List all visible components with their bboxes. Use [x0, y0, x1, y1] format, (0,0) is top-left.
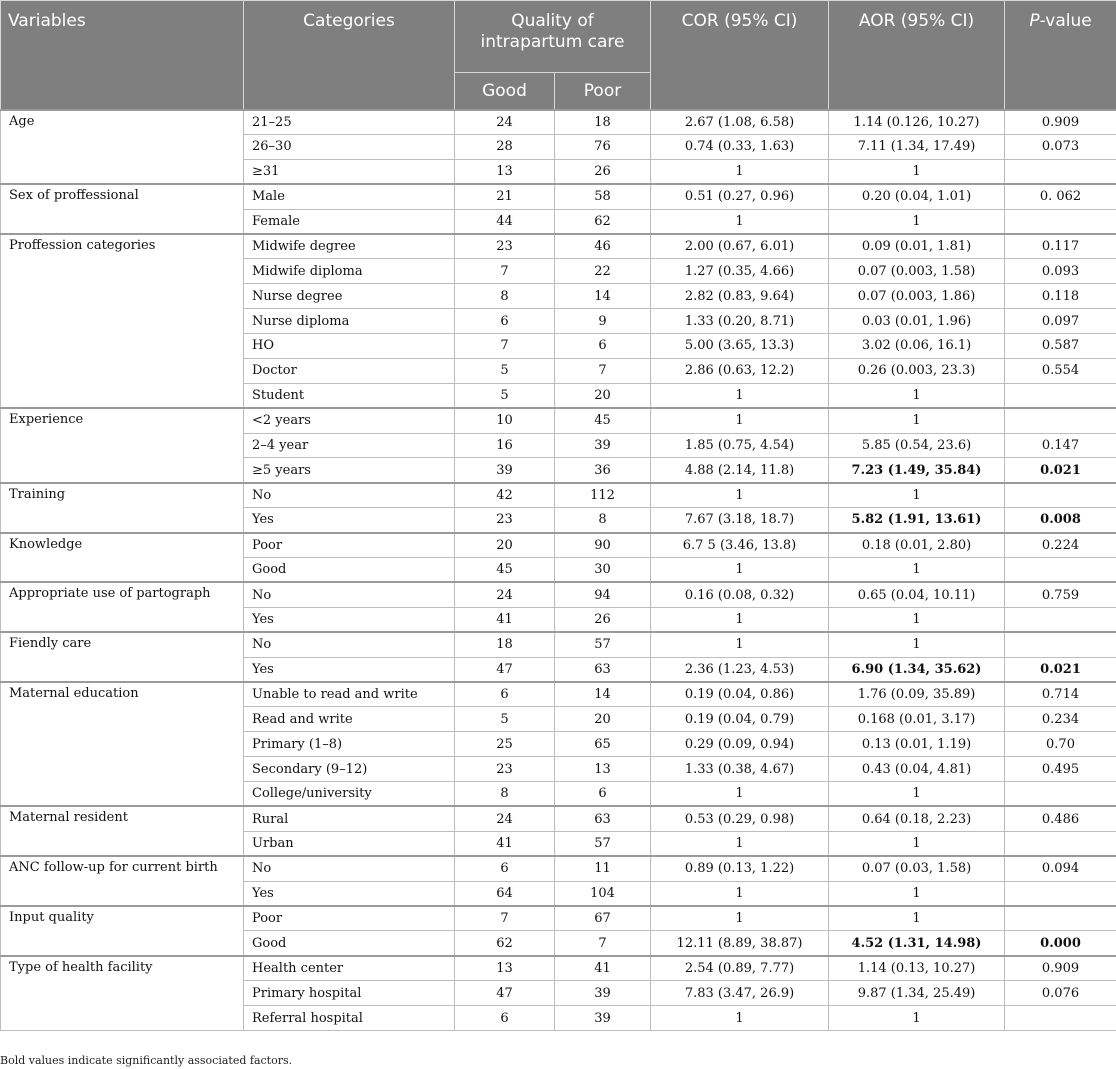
- aor-cell: 1: [829, 906, 1005, 931]
- good-count-cell: 23: [455, 757, 555, 782]
- variable-cell: Input quality: [1, 906, 244, 956]
- good-count-cell: 7: [455, 259, 555, 284]
- aor-cell: 1: [829, 483, 1005, 508]
- cor-cell: 1.33 (0.38, 4.67): [651, 757, 829, 782]
- cor-cell: 1.27 (0.35, 4.66): [651, 259, 829, 284]
- poor-count-cell: 26: [555, 607, 651, 632]
- category-cell: HO: [244, 334, 455, 359]
- p-value-cell: 0.714: [1005, 682, 1116, 707]
- cor-cell: 2.36 (1.23, 4.53): [651, 657, 829, 682]
- variable-cell: Maternal education: [1, 682, 244, 806]
- aor-cell: 1.76 (0.09, 35.89): [829, 682, 1005, 707]
- p-value-cell: 0.008: [1005, 508, 1116, 533]
- p-value-cell: 0.495: [1005, 757, 1116, 782]
- poor-count-cell: 14: [555, 682, 651, 707]
- poor-count-cell: 6: [555, 782, 651, 807]
- category-cell: Primary (1–8): [244, 732, 455, 757]
- cor-cell: 1: [651, 906, 829, 931]
- variable-cell: ANC follow-up for current birth: [1, 856, 244, 906]
- table-row: [1, 234, 1116, 259]
- p-value-cell: [1005, 607, 1116, 632]
- category-cell: Yes: [244, 881, 455, 906]
- category-cell: Good: [244, 558, 455, 583]
- good-count-cell: 18: [455, 632, 555, 657]
- aor-cell: 0.20 (0.04, 1.01): [829, 184, 1005, 209]
- variable-cell: Sex of proffessional: [1, 184, 244, 234]
- p-value-cell: 0.076: [1005, 981, 1116, 1006]
- good-count-cell: 13: [455, 159, 555, 184]
- category-cell: Health center: [244, 956, 455, 981]
- aor-cell: 1: [829, 881, 1005, 906]
- poor-count-cell: 104: [555, 881, 651, 906]
- aor-cell: 0.07 (0.003, 1.58): [829, 259, 1005, 284]
- p-value-cell: 0.554: [1005, 358, 1116, 383]
- category-cell: Primary hospital: [244, 981, 455, 1006]
- cor-cell: 1: [651, 483, 829, 508]
- variable-cell: Type of health facility: [1, 956, 244, 1031]
- aor-cell: 0.43 (0.04, 4.81): [829, 757, 1005, 782]
- category-cell: 2–4 year: [244, 433, 455, 458]
- poor-count-cell: 36: [555, 458, 651, 483]
- aor-cell: 7.11 (1.34, 17.49): [829, 134, 1005, 159]
- category-cell: Male: [244, 184, 455, 209]
- poor-count-cell: 57: [555, 831, 651, 856]
- poor-count-cell: 6: [555, 334, 651, 359]
- cor-cell: 1.85 (0.75, 4.54): [651, 433, 829, 458]
- cor-cell: 2.82 (0.83, 9.64): [651, 284, 829, 309]
- category-cell: ≥5 years: [244, 458, 455, 483]
- aor-cell: 0.03 (0.01, 1.96): [829, 309, 1005, 334]
- cor-cell: 7.67 (3.18, 18.7): [651, 508, 829, 533]
- poor-count-cell: 18: [555, 110, 651, 135]
- category-cell: Rural: [244, 806, 455, 831]
- p-value-cell: [1005, 1006, 1116, 1031]
- aor-cell: 6.90 (1.34, 35.62): [829, 657, 1005, 682]
- category-cell: Doctor: [244, 358, 455, 383]
- poor-count-cell: 39: [555, 433, 651, 458]
- table-row: [1, 806, 1116, 831]
- aor-cell: 1: [829, 159, 1005, 184]
- p-value-cell: 0.909: [1005, 110, 1116, 135]
- cor-cell: 0.19 (0.04, 0.86): [651, 682, 829, 707]
- good-count-cell: 6: [455, 309, 555, 334]
- good-count-cell: 5: [455, 383, 555, 408]
- aor-cell: 0.07 (0.003, 1.86): [829, 284, 1005, 309]
- category-cell: Midwife degree: [244, 234, 455, 259]
- good-count-cell: 23: [455, 234, 555, 259]
- aor-cell: 0.09 (0.01, 1.81): [829, 234, 1005, 259]
- good-count-cell: 24: [455, 110, 555, 135]
- header-p-letter: P: [1029, 11, 1040, 31]
- p-value-cell: 0.486: [1005, 806, 1116, 831]
- variable-cell: Knowledge: [1, 533, 244, 583]
- variable-cell: Age: [1, 110, 244, 185]
- variable-cell: Fiendly care: [1, 632, 244, 682]
- p-value-cell: [1005, 881, 1116, 906]
- poor-count-cell: 22: [555, 259, 651, 284]
- p-value-cell: [1005, 383, 1116, 408]
- p-value-cell: 0.093: [1005, 259, 1116, 284]
- poor-count-cell: 20: [555, 707, 651, 732]
- poor-count-cell: 41: [555, 956, 651, 981]
- poor-count-cell: 8: [555, 508, 651, 533]
- good-count-cell: 25: [455, 732, 555, 757]
- cor-cell: 2.86 (0.63, 12.2): [651, 358, 829, 383]
- good-count-cell: 16: [455, 433, 555, 458]
- category-cell: <2 years: [244, 408, 455, 433]
- table-row: [1, 408, 1116, 433]
- good-count-cell: 41: [455, 831, 555, 856]
- header-p-value: [1005, 1, 1116, 110]
- poor-count-cell: 58: [555, 184, 651, 209]
- cor-cell: 1: [651, 607, 829, 632]
- aor-cell: 1: [829, 408, 1005, 433]
- table-row: [1, 856, 1116, 881]
- cor-cell: 2.67 (1.08, 6.58): [651, 110, 829, 135]
- aor-cell: 1: [829, 607, 1005, 632]
- poor-count-cell: 7: [555, 358, 651, 383]
- cor-cell: 0.51 (0.27, 0.96): [651, 184, 829, 209]
- good-count-cell: 47: [455, 981, 555, 1006]
- good-count-cell: 62: [455, 931, 555, 956]
- poor-count-cell: 39: [555, 1006, 651, 1031]
- aor-cell: 4.52 (1.31, 14.98): [829, 931, 1005, 956]
- cor-cell: 1: [651, 831, 829, 856]
- p-value-cell: [1005, 632, 1116, 657]
- aor-cell: 1: [829, 383, 1005, 408]
- good-count-cell: 24: [455, 582, 555, 607]
- cor-cell: 12.11 (8.89, 38.87): [651, 931, 829, 956]
- cor-cell: 1: [651, 881, 829, 906]
- aor-cell: 3.02 (0.06, 16.1): [829, 334, 1005, 359]
- good-count-cell: 47: [455, 657, 555, 682]
- poor-count-cell: 46: [555, 234, 651, 259]
- good-count-cell: 5: [455, 707, 555, 732]
- category-cell: No: [244, 483, 455, 508]
- aor-cell: 9.87 (1.34, 25.49): [829, 981, 1005, 1006]
- category-cell: ≥31: [244, 159, 455, 184]
- poor-count-cell: 45: [555, 408, 651, 433]
- cor-cell: 0.16 (0.08, 0.32): [651, 582, 829, 607]
- cor-cell: 1: [651, 383, 829, 408]
- category-cell: Female: [244, 209, 455, 234]
- category-cell: Yes: [244, 508, 455, 533]
- poor-count-cell: 11: [555, 856, 651, 881]
- good-count-cell: 24: [455, 806, 555, 831]
- table-row: [1, 906, 1116, 931]
- category-cell: No: [244, 856, 455, 881]
- cor-cell: 0.74 (0.33, 1.63): [651, 134, 829, 159]
- table-row: [1, 483, 1116, 508]
- cor-cell: 0.53 (0.29, 0.98): [651, 806, 829, 831]
- poor-count-cell: 94: [555, 582, 651, 607]
- p-value-cell: 0.587: [1005, 334, 1116, 359]
- poor-count-cell: 57: [555, 632, 651, 657]
- good-count-cell: 20: [455, 533, 555, 558]
- header-variables: Variables: [1, 1, 244, 110]
- cor-cell: 1: [651, 558, 829, 583]
- variable-cell: Training: [1, 483, 244, 533]
- p-value-cell: 0.097: [1005, 309, 1116, 334]
- good-count-cell: 7: [455, 906, 555, 931]
- header-categories: Categories: [244, 1, 455, 110]
- category-cell: Yes: [244, 657, 455, 682]
- cor-cell: 2.00 (0.67, 6.01): [651, 234, 829, 259]
- cor-cell: 1: [651, 408, 829, 433]
- p-value-cell: 0.224: [1005, 533, 1116, 558]
- table-row: [1, 682, 1116, 707]
- good-count-cell: 5: [455, 358, 555, 383]
- aor-cell: 0.65 (0.04, 10.11): [829, 582, 1005, 607]
- table-header: [1, 1, 1116, 110]
- table-row: [1, 632, 1116, 657]
- header-aor: AOR (95% CI): [829, 1, 1005, 110]
- table-row: [1, 956, 1116, 981]
- poor-count-cell: 20: [555, 383, 651, 408]
- category-cell: Unable to read and write: [244, 682, 455, 707]
- category-cell: No: [244, 582, 455, 607]
- good-count-cell: 6: [455, 1006, 555, 1031]
- poor-count-cell: 26: [555, 159, 651, 184]
- poor-count-cell: 65: [555, 732, 651, 757]
- good-count-cell: 13: [455, 956, 555, 981]
- cor-cell: 1: [651, 209, 829, 234]
- cor-cell: 1: [651, 1006, 829, 1031]
- category-cell: 21–25: [244, 110, 455, 135]
- p-value-cell: 0.118: [1005, 284, 1116, 309]
- aor-cell: 0.07 (0.03, 1.58): [829, 856, 1005, 881]
- aor-cell: 1: [829, 632, 1005, 657]
- poor-count-cell: 13: [555, 757, 651, 782]
- good-count-cell: 23: [455, 508, 555, 533]
- p-value-cell: 0.021: [1005, 458, 1116, 483]
- poor-count-cell: 67: [555, 906, 651, 931]
- cor-cell: 5.00 (3.65, 13.3): [651, 334, 829, 359]
- aor-cell: 7.23 (1.49, 35.84): [829, 458, 1005, 483]
- poor-count-cell: 63: [555, 657, 651, 682]
- aor-cell: 1: [829, 831, 1005, 856]
- cor-cell: 4.88 (2.14, 11.8): [651, 458, 829, 483]
- good-count-cell: 8: [455, 284, 555, 309]
- aor-cell: 5.85 (0.54, 23.6): [829, 433, 1005, 458]
- cor-cell: 0.29 (0.09, 0.94): [651, 732, 829, 757]
- good-count-cell: 6: [455, 682, 555, 707]
- header-poor: Poor: [555, 73, 651, 110]
- cor-cell: 6.7 5 (3.46, 13.8): [651, 533, 829, 558]
- good-count-cell: 21: [455, 184, 555, 209]
- p-value-cell: [1005, 831, 1116, 856]
- poor-count-cell: 39: [555, 981, 651, 1006]
- p-value-cell: [1005, 209, 1116, 234]
- aor-cell: 1: [829, 782, 1005, 807]
- aor-cell: 1: [829, 209, 1005, 234]
- category-cell: Secondary (9–12): [244, 757, 455, 782]
- good-count-cell: 6: [455, 856, 555, 881]
- p-value-cell: [1005, 408, 1116, 433]
- good-count-cell: 42: [455, 483, 555, 508]
- cor-cell: 1: [651, 782, 829, 807]
- poor-count-cell: 76: [555, 134, 651, 159]
- table-row: [1, 582, 1116, 607]
- good-count-cell: 7: [455, 334, 555, 359]
- category-cell: Referral hospital: [244, 1006, 455, 1031]
- poor-count-cell: 63: [555, 806, 651, 831]
- aor-cell: 5.82 (1.91, 13.61): [829, 508, 1005, 533]
- category-cell: Nurse diploma: [244, 309, 455, 334]
- poor-count-cell: 90: [555, 533, 651, 558]
- variable-cell: Maternal resident: [1, 806, 244, 856]
- p-value-cell: 0.073: [1005, 134, 1116, 159]
- variable-cell: Experience: [1, 408, 244, 483]
- cor-cell: 1: [651, 632, 829, 657]
- p-value-cell: [1005, 782, 1116, 807]
- aor-cell: 0.13 (0.01, 1.19): [829, 732, 1005, 757]
- aor-cell: 0.168 (0.01, 3.17): [829, 707, 1005, 732]
- category-cell: Poor: [244, 533, 455, 558]
- p-value-cell: 0.094: [1005, 856, 1116, 881]
- good-count-cell: 64: [455, 881, 555, 906]
- cor-cell: 1: [651, 159, 829, 184]
- category-cell: 26–30: [244, 134, 455, 159]
- poor-count-cell: 112: [555, 483, 651, 508]
- p-value-cell: 0.70: [1005, 732, 1116, 757]
- aor-cell: 1.14 (0.126, 10.27): [829, 110, 1005, 135]
- table-row: [1, 533, 1116, 558]
- poor-count-cell: 30: [555, 558, 651, 583]
- category-cell: Yes: [244, 607, 455, 632]
- p-value-cell: 0.117: [1005, 234, 1116, 259]
- aor-cell: 1.14 (0.13, 10.27): [829, 956, 1005, 981]
- p-value-cell: 0. 062: [1005, 184, 1116, 209]
- category-cell: Student: [244, 383, 455, 408]
- category-cell: Midwife diploma: [244, 259, 455, 284]
- good-count-cell: 41: [455, 607, 555, 632]
- p-value-cell: [1005, 483, 1116, 508]
- category-cell: Good: [244, 931, 455, 956]
- category-cell: Read and write: [244, 707, 455, 732]
- category-cell: Poor: [244, 906, 455, 931]
- aor-cell: 0.64 (0.18, 2.23): [829, 806, 1005, 831]
- aor-cell: 1: [829, 558, 1005, 583]
- good-count-cell: 8: [455, 782, 555, 807]
- table-body: [1, 110, 1116, 1031]
- cor-cell: 0.19 (0.04, 0.79): [651, 707, 829, 732]
- p-value-cell: [1005, 159, 1116, 184]
- table-footnote: Bold values indicate significantly associated factors.: [0, 1054, 293, 1067]
- p-value-cell: 0.021: [1005, 657, 1116, 682]
- good-count-cell: 45: [455, 558, 555, 583]
- variable-cell: Proffession categories: [1, 234, 244, 408]
- aor-cell: 0.18 (0.01, 2.80): [829, 533, 1005, 558]
- p-value-cell: 0.759: [1005, 582, 1116, 607]
- variable-cell: Appropriate use of partograph: [1, 582, 244, 632]
- category-cell: College/university: [244, 782, 455, 807]
- header-good: Good: [455, 73, 555, 110]
- good-count-cell: 10: [455, 408, 555, 433]
- cor-cell: 0.89 (0.13, 1.22): [651, 856, 829, 881]
- category-cell: No: [244, 632, 455, 657]
- p-value-cell: 0.234: [1005, 707, 1116, 732]
- good-count-cell: 28: [455, 134, 555, 159]
- p-value-cell: 0.000: [1005, 931, 1116, 956]
- aor-cell: 1: [829, 1006, 1005, 1031]
- aor-cell: 0.26 (0.003, 23.3): [829, 358, 1005, 383]
- p-value-cell: 0.909: [1005, 956, 1116, 981]
- header-p-suffix: -value: [1039, 11, 1092, 31]
- category-cell: Urban: [244, 831, 455, 856]
- p-value-cell: 0.147: [1005, 433, 1116, 458]
- cor-cell: 7.83 (3.47, 26.9): [651, 981, 829, 1006]
- header-cor: COR (95% CI): [651, 1, 829, 110]
- cor-cell: 2.54 (0.89, 7.77): [651, 956, 829, 981]
- poor-count-cell: 7: [555, 931, 651, 956]
- table-row: [1, 184, 1116, 209]
- good-count-cell: 44: [455, 209, 555, 234]
- cor-cell: 1.33 (0.20, 8.71): [651, 309, 829, 334]
- poor-count-cell: 14: [555, 284, 651, 309]
- poor-count-cell: 62: [555, 209, 651, 234]
- category-cell: Nurse degree: [244, 284, 455, 309]
- table-row: [1, 110, 1116, 135]
- poor-count-cell: 9: [555, 309, 651, 334]
- header-quality-of-care: Quality of intrapartum care: [455, 1, 651, 73]
- p-value-cell: [1005, 558, 1116, 583]
- p-value-cell: [1005, 906, 1116, 931]
- good-count-cell: 39: [455, 458, 555, 483]
